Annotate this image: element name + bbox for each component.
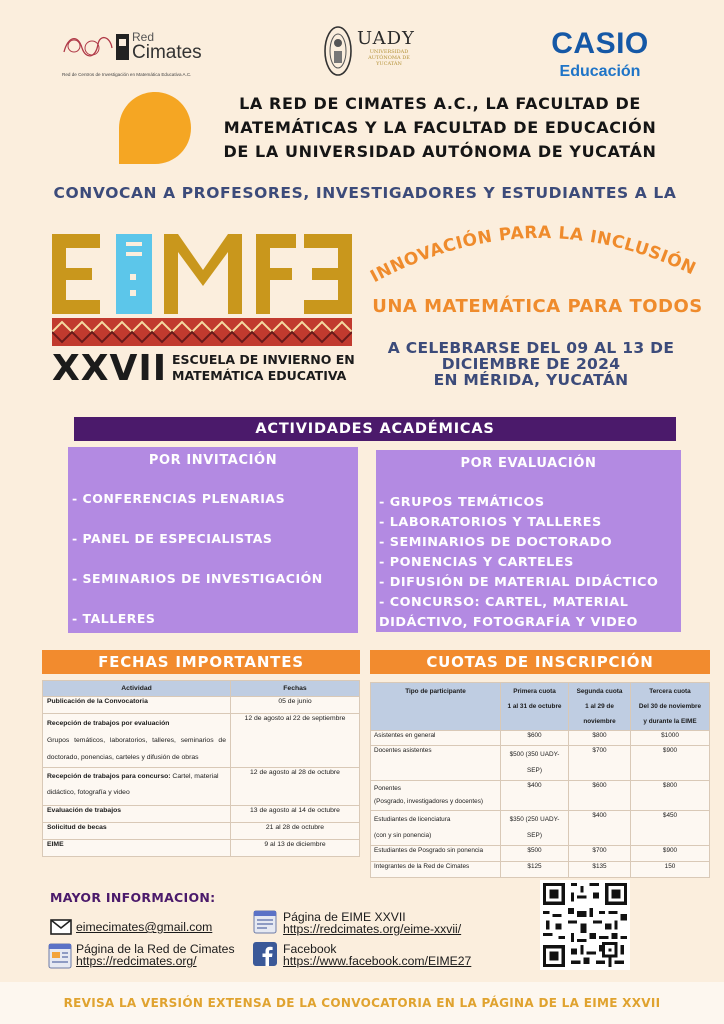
invitation-item: - PANEL DE ESPECIALISTAS xyxy=(72,531,273,546)
uady-seal-icon xyxy=(323,25,353,77)
invitation-title: POR INVITACIÓN xyxy=(148,453,278,468)
fees-header-line: Primera cuota xyxy=(513,688,556,695)
fees-value: $400 xyxy=(569,811,631,846)
fees-value: $800 xyxy=(569,731,631,746)
fees-header-line: 1 al 31 de octubre xyxy=(507,703,562,710)
uady-name: UADY xyxy=(357,28,415,49)
dates-value: 05 de junio xyxy=(231,697,360,714)
organizers-title xyxy=(215,92,665,164)
eime-page-label: Página de EIME XXVII xyxy=(283,910,406,924)
table-row xyxy=(43,840,360,857)
dates-activity: Solicitud de becas xyxy=(47,824,107,831)
dates-table xyxy=(42,680,360,857)
fees-value: $500 xyxy=(501,846,569,862)
table-row xyxy=(371,781,710,811)
fees-value: 150 xyxy=(631,862,710,878)
dates-activity-detail: Grupos temáticos, laboratorios, talleres, seminarios de doctorado, ponencias, carteles y difusión de obras xyxy=(47,737,226,761)
fees-value: $900 xyxy=(631,746,710,781)
event-dates-text xyxy=(372,340,690,388)
dates-title: FECHAS IMPORTANTES xyxy=(42,650,360,674)
uady-logo xyxy=(323,25,433,80)
fees-header xyxy=(501,683,569,731)
dates-activity: Recepción de trabajos para concurso: xyxy=(47,773,171,780)
fees-value: $700 xyxy=(569,846,631,862)
cimates-subtitle: Red de Centros de Investigación en Matemática Educativa A.C. xyxy=(62,72,192,77)
fees-value: $800 xyxy=(631,781,710,811)
fees-value: $900 xyxy=(631,846,710,862)
dates-activity: Publicación de la Convocatoria xyxy=(47,698,148,705)
fees-header-line: Tipo de participante xyxy=(405,688,466,695)
table-row xyxy=(371,846,710,862)
slogan-text: UNA MATEMÁTICA PARA TODOS xyxy=(372,296,703,317)
svg-text:INNOVACIÓN PARA LA INCLUSIÓN xyxy=(367,223,699,287)
event-name-line: ESCUELA DE INVIERNO EN xyxy=(172,352,355,367)
fees-header-line: Segunda cuota xyxy=(576,688,623,695)
table-row xyxy=(371,862,710,878)
dates-activity-detail: Cartel, material didáctico, fotografía y video xyxy=(47,773,219,796)
organizers-line: MATEMÁTICAS Y LA FACULTAD DE EDUCACIÓN xyxy=(223,118,657,137)
cimates-mark-icon xyxy=(60,30,130,64)
mail-icon xyxy=(50,919,72,935)
fees-value: $700 xyxy=(569,746,631,781)
fees-header-line: 1 al 29 de xyxy=(585,703,614,710)
footer-text: REVISA LA VERSIÓN EXTENSA DE LA CONVOCATORIA EN LA PÁGINA DE LA EIME XXVII xyxy=(63,996,661,1010)
fees-header-line: Del 30 de noviembre xyxy=(638,703,702,710)
fees-value: $135 xyxy=(569,862,631,878)
table-row xyxy=(43,714,360,768)
activities-title: ACTIVIDADES ACADÉMICAS xyxy=(74,417,676,441)
dates-header-dates: Fechas xyxy=(231,681,360,697)
fees-value: $400 xyxy=(501,781,569,811)
cimates-name-text: Cimates xyxy=(132,42,202,63)
facebook-link[interactable]: https://www.facebook.com/EIME27 xyxy=(283,954,472,968)
fees-type: Asistentes en general xyxy=(371,731,501,746)
fees-table xyxy=(370,682,710,878)
red-cimates-logo xyxy=(60,28,220,83)
dates-value: 9 al 13 de diciembre xyxy=(231,840,360,857)
fees-value: $125 xyxy=(501,862,569,878)
red-cimates-link[interactable]: https://redcimates.org/ xyxy=(76,954,197,968)
invitation-box xyxy=(68,447,358,633)
table-row xyxy=(371,746,710,781)
qr-code-icon[interactable] xyxy=(540,880,630,970)
edition-number: XXVII xyxy=(52,348,168,389)
fees-value: $1000 xyxy=(631,731,710,746)
fees-value-cell xyxy=(501,811,569,846)
fees-type: Integrantes de la Red de Cimates xyxy=(371,862,501,878)
invitation-item: - SEMINARIOS DE INVESTIGACIÓN xyxy=(72,571,323,586)
fees-value: $600 xyxy=(501,731,569,746)
evaluation-item: - GRUPOS TEMÁTICOS xyxy=(379,495,545,510)
decorative-blob-icon xyxy=(119,92,191,164)
fees-header xyxy=(569,683,631,731)
decorative-pattern-icon xyxy=(52,318,352,346)
webpage-icon xyxy=(253,910,277,934)
fees-type-detail: (Posgrado, investigadores y docentes) xyxy=(374,798,484,805)
fees-type-cell xyxy=(371,781,501,811)
fees-header xyxy=(631,683,710,731)
organizers-line: LA RED DE CIMATES A.C., LA FACULTAD DE xyxy=(239,94,641,113)
event-dates-line: A CELEBRARSE DEL 09 AL 13 DE xyxy=(387,339,675,357)
event-dates-line: DICIEMBRE DE 2024 xyxy=(441,355,621,373)
dates-activity: Evaluación de trabajos xyxy=(47,807,122,814)
fees-type-cell xyxy=(371,811,501,846)
fees-value: $350 (250 UADY- xyxy=(509,816,560,823)
table-row xyxy=(43,806,360,823)
event-name xyxy=(172,352,355,384)
evaluation-item: DIDÁCTIVO, FOTOGRAFÍA Y VIDEO xyxy=(379,615,638,630)
evaluation-item: - LABORATORIOS Y TALLERES xyxy=(379,515,602,530)
table-row xyxy=(371,811,710,846)
invitation-item: - CONFERENCIAS PLENARIAS xyxy=(72,491,286,506)
cimates-red-text: Red xyxy=(132,30,155,44)
convocan-text: CONVOCAN A PROFESORES, INVESTIGADORES Y ESTUDIANTES A LA xyxy=(53,184,677,202)
dates-value: 12 de agosto al 28 de octubre xyxy=(231,768,360,806)
dates-value: 12 de agosto al 22 de septiembre xyxy=(231,714,360,768)
facebook-label: Facebook xyxy=(283,942,337,956)
fees-type: Ponentes xyxy=(374,785,402,792)
table-row xyxy=(43,697,360,714)
red-cimates-label: Página de la Red de Cimates xyxy=(76,942,235,956)
fees-type: Estudiantes de Posgrado sin ponencia xyxy=(371,846,501,862)
fees-title: CUOTAS DE INSCRIPCIÓN xyxy=(370,650,710,674)
fees-value: SEP) xyxy=(527,832,542,839)
event-dates-line: EN MÉRIDA, YUCATÁN xyxy=(433,371,629,389)
evaluation-item: - SEMINARIOS DE DOCTORADO xyxy=(379,535,613,550)
dates-activity: EIME xyxy=(47,841,64,848)
evaluation-box xyxy=(376,450,681,632)
evaluation-item: - DIFUSIÓN DE MATERIAL DIDÁCTICO xyxy=(379,575,659,590)
slogan-arc-text: INNOVACIÓN PARA LA INCLUSIÓN xyxy=(367,222,699,288)
table-row xyxy=(43,823,360,840)
webpage-icon xyxy=(48,943,72,969)
invitation-item: - TALLERES xyxy=(72,611,156,626)
evaluation-title: POR EVALUACIÓN xyxy=(460,456,597,471)
dates-value: 21 al 28 de octubre xyxy=(231,823,360,840)
dates-activity: Recepción de trabajos por evaluación xyxy=(47,720,170,727)
email-link[interactable]: eimecimates@gmail.com xyxy=(76,920,213,934)
fees-type: Docentes asistentes xyxy=(371,746,501,781)
fees-header-line: noviembre xyxy=(583,718,616,725)
fees-value: SEP) xyxy=(527,767,542,774)
uady-subtitle: UNIVERSIDAD AUTÓNOMA DE YUCATÁN xyxy=(368,49,410,67)
eime-page-link[interactable]: https://redcimates.org/eime-xxvii/ xyxy=(283,922,462,936)
event-name-line: MATEMÁTICA EDUCATIVA xyxy=(172,368,347,383)
fees-header-line: y durante la EIME xyxy=(643,718,697,725)
dates-value: 13 de agosto al 14 de octubre xyxy=(231,806,360,823)
fees-type-detail: (con y sin ponencia) xyxy=(374,832,432,839)
more-info-title: MAYOR INFORMACION: xyxy=(50,890,216,905)
dates-header-activity: Actividad xyxy=(43,681,231,697)
facebook-icon xyxy=(253,942,277,966)
evaluation-item: - PONENCIAS Y CARTELES xyxy=(379,555,574,570)
organizers-line: DE LA UNIVERSIDAD AUTÓNOMA DE YUCATÁN xyxy=(223,142,657,161)
fees-type: Estudiantes de licenciatura xyxy=(374,816,451,823)
slogan-arc xyxy=(352,205,712,295)
casio-logo xyxy=(525,28,675,83)
fees-value: $600 xyxy=(569,781,631,811)
table-row xyxy=(371,731,710,746)
casio-subtitle: Educación xyxy=(559,63,641,80)
evaluation-item: - CONCURSO: CARTEL, MATERIAL xyxy=(379,595,629,610)
eime-logo xyxy=(52,230,352,320)
fees-header-line: Tercera cuota xyxy=(649,688,691,695)
fees-value: $500 (350 UADY- xyxy=(509,751,560,758)
fees-value: $450 xyxy=(631,811,710,846)
table-row xyxy=(43,768,360,806)
fees-value-cell xyxy=(501,746,569,781)
casio-name: CASIO xyxy=(551,27,649,60)
fees-header xyxy=(371,683,501,731)
